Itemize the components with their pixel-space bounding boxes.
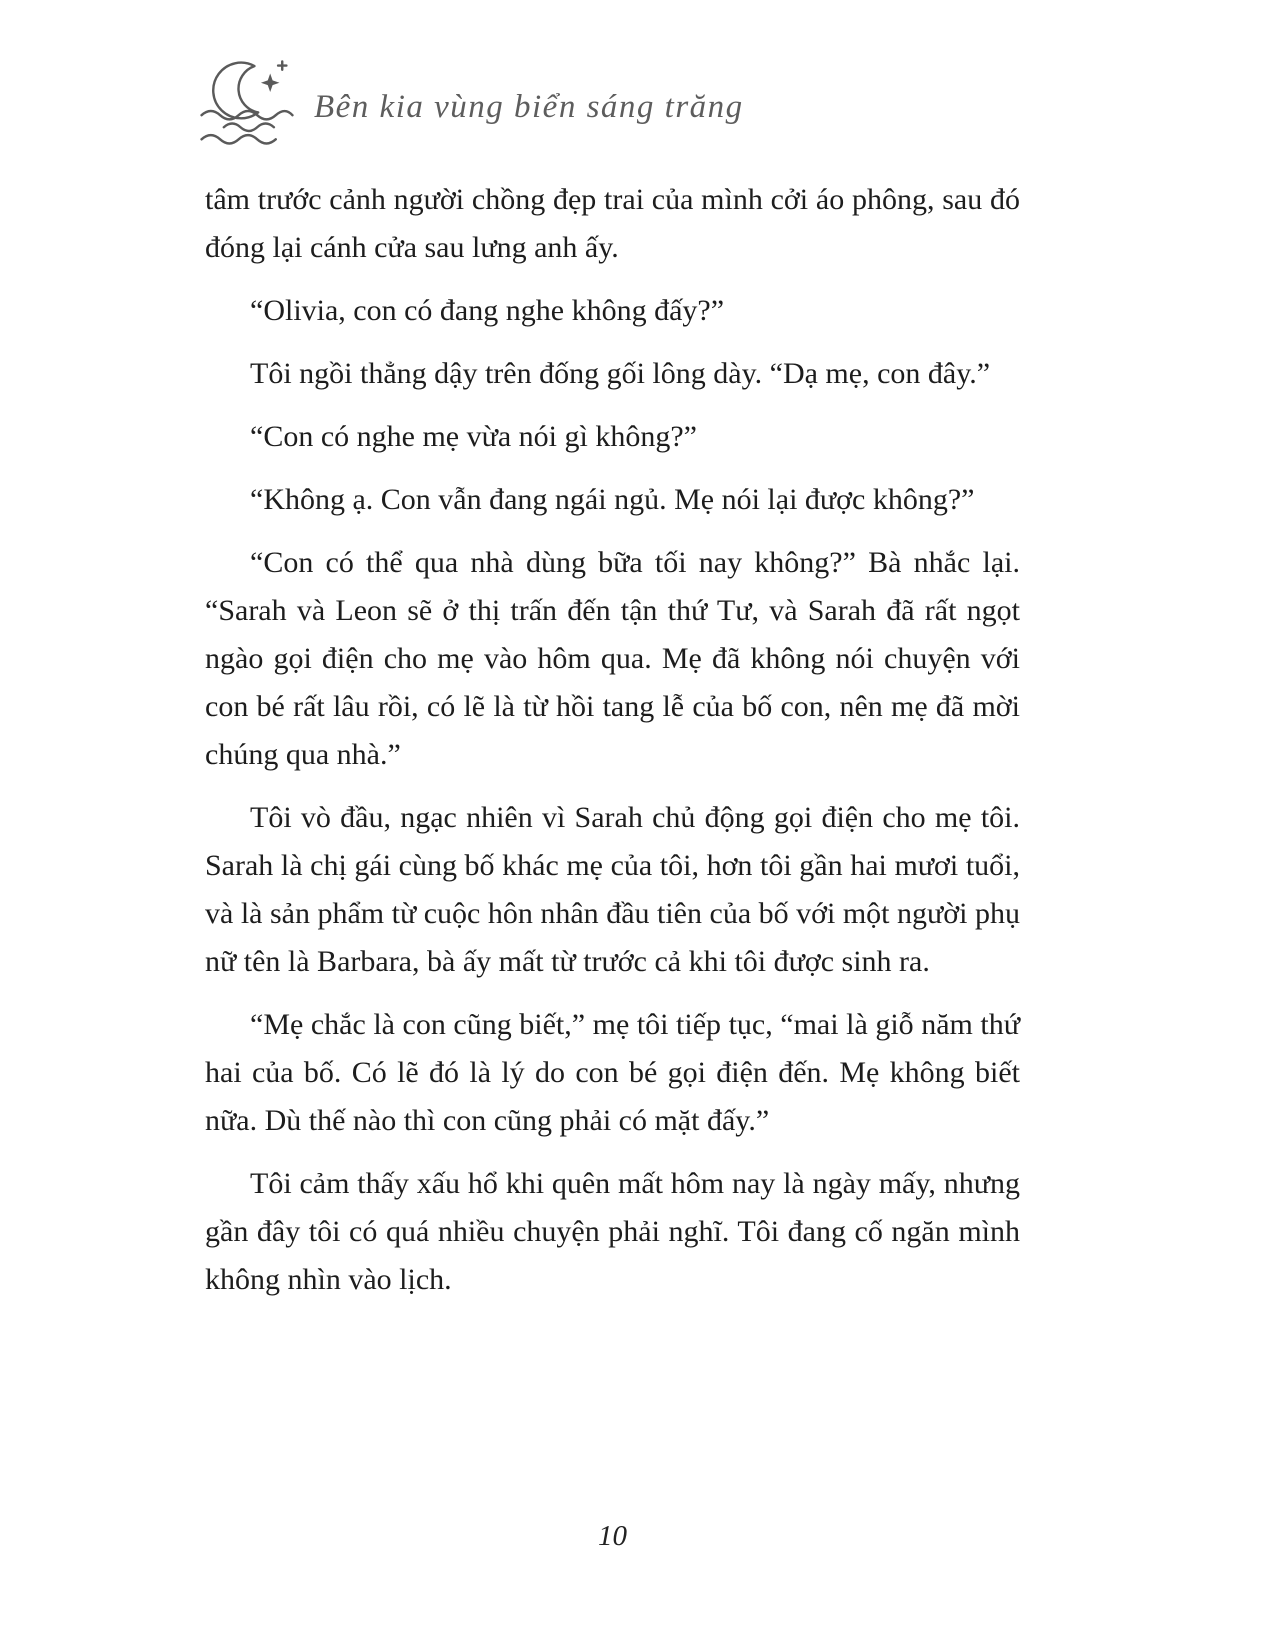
- paragraph: tâm trước cảnh người chồng đẹp trai của mình cởi áo phông, sau đó đóng lại cánh cửa sau lưng anh ấy.: [205, 183, 1020, 264]
- running-book-title: Bên kia vùng biển sáng trăng: [314, 88, 744, 125]
- paragraph: “Con có nghe mẹ vừa nói gì không?”: [250, 420, 697, 453]
- paragraph: Tôi vò đầu, ngạc nhiên vì Sarah chủ động gọi điện cho mẹ tôi. Sarah là chị gái cùng bố khác mẹ của tôi, hơn tôi gần hai mươi tuổi, và là sản phẩm từ cuộc hôn nhân đầu tiên của bố với một người phụ nữ tên là Barbara, bà ấy mất từ trước cả khi tôi được sinh ra.: [205, 801, 1020, 978]
- paragraph: “Không ạ. Con vẫn đang ngái ngủ. Mẹ nói lại được không?”: [250, 483, 975, 516]
- paragraph: “Mẹ chắc là con cũng biết,” mẹ tôi tiếp tục, “mai là giỗ năm thứ hai của bố. Có lẽ đó là lý do con bé gọi điện đến. Mẹ không biết nữa. Dù thế nào thì con cũng phải có mặt đấy.”: [205, 1008, 1020, 1137]
- body-text: [205, 176, 1020, 1319]
- paragraph: Tôi cảm thấy xấu hổ khi quên mất hôm nay là ngày mấy, nhưng gần đây tôi có quá nhiều chuyện phải nghĩ. Tôi đang cố ngăn mình không nhìn vào lịch.: [205, 1167, 1020, 1296]
- crescent-moon-waves-icon: [196, 52, 298, 158]
- page-number: 10: [598, 1520, 627, 1552]
- page-header: [196, 52, 744, 158]
- paragraph: Tôi ngồi thẳng dậy trên đống gối lông dày. “Dạ mẹ, con đây.”: [250, 357, 991, 390]
- paragraph: “Con có thể qua nhà dùng bữa tối nay không?” Bà nhắc lại. “Sarah và Leon sẽ ở thị trấn đến tận thứ Tư, và Sarah đã rất ngọt ngào gọi điện cho mẹ vào hôm qua. Mẹ đã không nói chuyện với con bé rất lâu rồi, có lẽ là từ hồi tang lễ của bố con, nên mẹ đã mời chúng qua nhà.”: [205, 546, 1020, 771]
- paragraph: “Olivia, con có đang nghe không đấy?”: [250, 294, 725, 327]
